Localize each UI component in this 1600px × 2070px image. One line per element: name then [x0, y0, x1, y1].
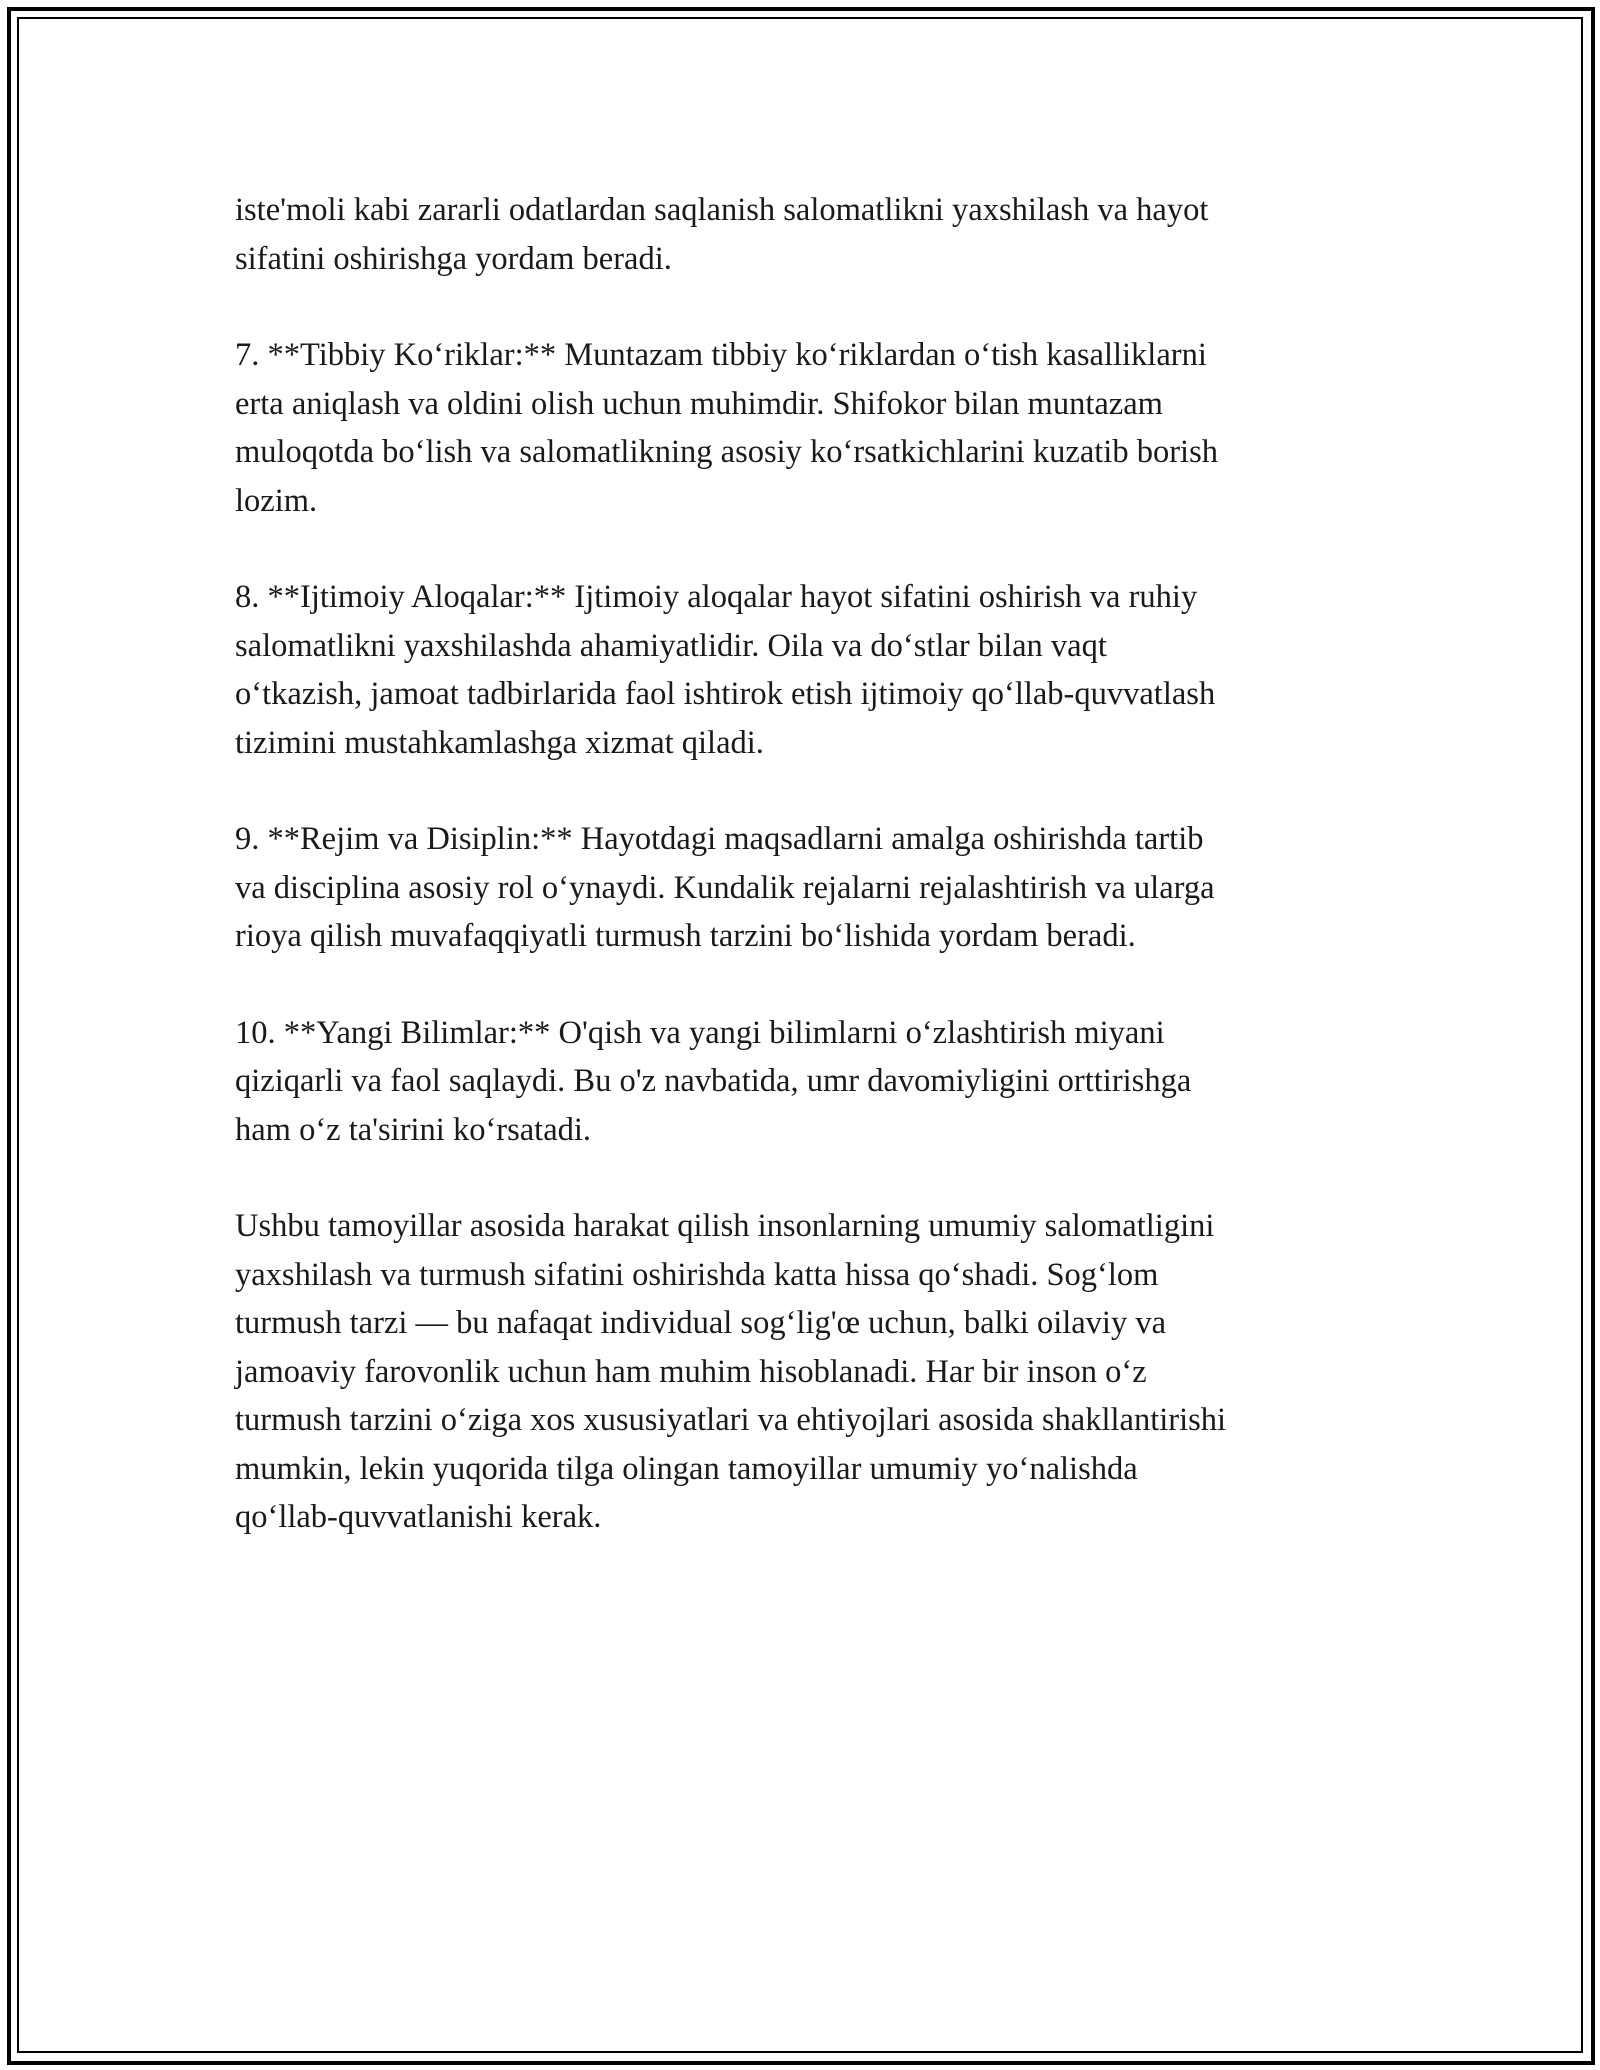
- text-line: lozim.: [235, 482, 318, 519]
- text-line: Ushbu tamoyillar asosida harakat qilish insonlarning umumiy salomatligini: [235, 1208, 1215, 1244]
- text-line: sifatini oshirishga yordam beradi.: [235, 240, 672, 277]
- paragraph-item-9: [235, 815, 1375, 961]
- text-line: jamoaviy farovonlik uchun ham muhim hisoblanadi. Har bir inson o‘z: [235, 1353, 1147, 1390]
- text-line: turmush tarzi — bu nafaqat individual sog‘lig'œ uchun, balki oilaviy va: [235, 1305, 1167, 1341]
- text-line: mumkin, lekin yuqorida tilga olingan tamoyillar umumiy yo‘nalishda: [235, 1450, 1138, 1487]
- text-line: yaxshilash va turmush sifatini oshirishda katta hissa qo‘shadi. Sog‘lom: [235, 1256, 1159, 1293]
- text-line: qiziqarli va faol saqlaydi. Bu o'z navbatida, umr davomiyligini orttirishga: [235, 1063, 1192, 1099]
- text-line: 8. **Ijtimoiy Aloqalar:** Ijtimoiy aloqalar hayot sifatini oshirish va ruhiy: [235, 579, 1198, 615]
- paragraph-conclusion: [235, 1202, 1375, 1542]
- text-line: qo‘llab-quvvatlanishi kerak.: [235, 1499, 602, 1535]
- text-line: 10. **Yangi Bilimlar:** O'qish va yangi bilimlarni o‘zlashtirish miyani: [235, 1014, 1165, 1051]
- paragraph-item-8: [235, 573, 1375, 767]
- paragraph-item-7: [235, 331, 1375, 525]
- text-line: erta aniqlash va oldini olish uchun muhimdir. Shifokor bilan muntazam: [235, 385, 1163, 422]
- text-line: iste'moli kabi zararli odatlardan saqlanish salomatlikni yaxshilash va hayot: [235, 192, 1209, 228]
- paragraph-continuation: [235, 186, 1375, 283]
- text-line: ham o‘z ta'sirini ko‘rsatadi.: [235, 1111, 592, 1148]
- text-line: va disciplina asosiy rol o‘ynaydi. Kundalik rejalarni rejalashtirish va ularga: [235, 869, 1215, 906]
- text-line: rioya qilish muvafaqqiyatli turmush tarzini bo‘lishida yordam beradi.: [235, 918, 1136, 954]
- text-line: muloqotda bo‘lish va salomatlikning asosiy ko‘rsatkichlarini kuzatib borish: [235, 434, 1218, 470]
- text-line: tizimini mustahkamlashga xizmat qiladi.: [235, 724, 764, 761]
- text-line: turmush tarzini o‘ziga xos xususiyatlari va ehtiyojlari asosida shakllantirishi: [235, 1402, 1227, 1438]
- text-line: salomatlikni yaxshilashda ahamiyatlidir. Oila va do‘stlar bilan vaqt: [235, 627, 1107, 664]
- text-line: 9. **Rejim va Disiplin:** Hayotdagi maqsadlarni amalga oshirishda tartib: [235, 821, 1204, 857]
- text-line: 7. **Tibbiy Ko‘riklar:** Muntazam tibbiy ko‘riklardan o‘tish kasalliklarni: [235, 337, 1207, 373]
- text-line: o‘tkazish, jamoat tadbirlarida faol ishtirok etish ijtimoiy qo‘llab-quvvatlash: [235, 676, 1216, 712]
- paragraph-item-10: [235, 1009, 1375, 1155]
- document-body: [235, 186, 1375, 1590]
